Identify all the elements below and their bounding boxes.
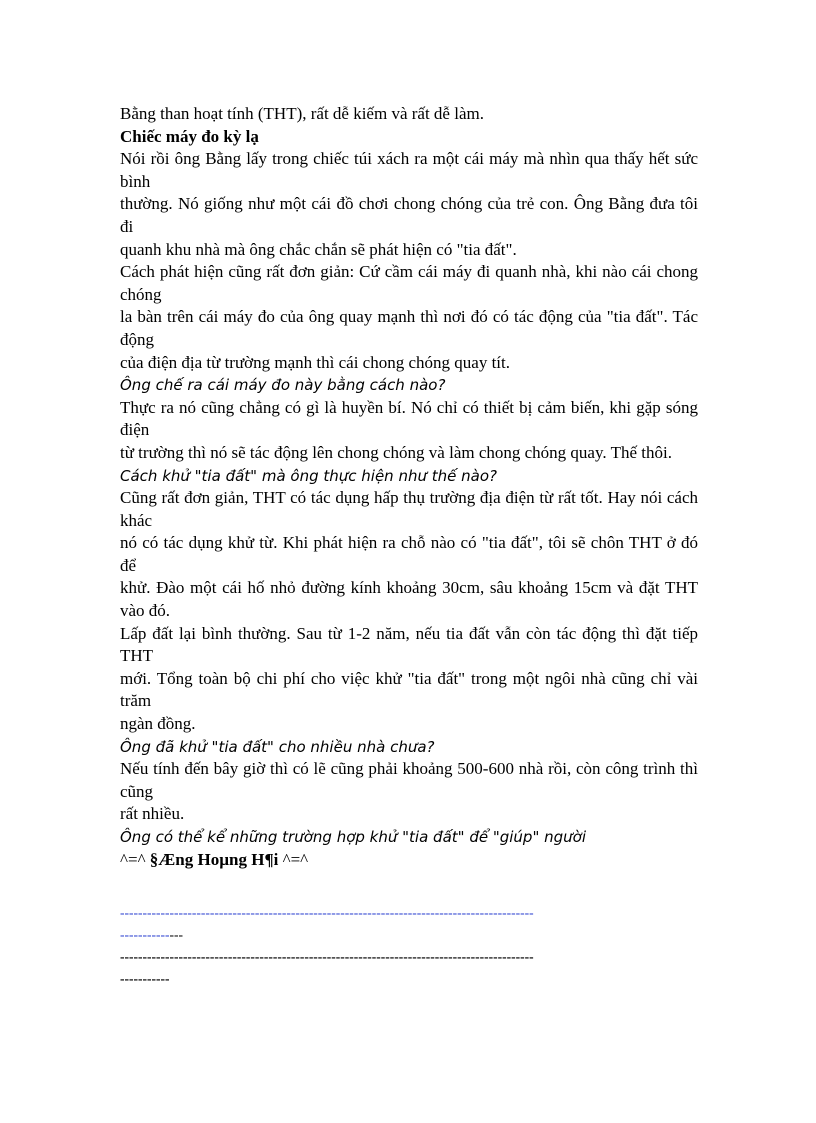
interview-question xyxy=(120,736,698,759)
spacer xyxy=(120,871,698,894)
interview-question xyxy=(120,826,698,849)
text-line: Bằng than hoạt tính (THT), rất dễ kiếm và rất dễ làm. xyxy=(120,104,484,123)
signature-suffix: ^=^ xyxy=(278,849,309,869)
text-line: Nói rồi ông Bằng lấy trong chiếc túi xách ra một cái máy mà nhìn qua thấy hết sức bình xyxy=(120,149,698,191)
blue-separator-end: ----------- xyxy=(120,927,170,943)
text-line: Chiếc máy đo kỳ lạ xyxy=(120,126,259,146)
text-line: mới. Tổng toàn bộ chi phí cho việc khử "tia đất" trong một ngôi nhà cũng chỉ vài trăm xyxy=(120,668,698,711)
body-paragraph xyxy=(120,148,698,374)
signature-line xyxy=(120,849,698,872)
blue-separator-line: -------------------------------------------------------------------------------------------- xyxy=(120,905,534,921)
body-paragraph xyxy=(120,758,698,826)
text-line: khử. Đào một cái hố nhỏ đường kính khoảng 30cm, sâu khoảng 15cm và đặt THT vào đó. xyxy=(120,578,698,621)
spacer xyxy=(120,894,698,902)
text-line: rất nhiều. xyxy=(120,804,185,824)
section-heading xyxy=(120,126,698,149)
text-line: Ông đã khử "tia đất" cho nhiều nhà chưa? xyxy=(120,737,435,756)
document-body xyxy=(120,103,698,849)
separator-tail: --- xyxy=(169,927,183,943)
text-line: Ông chế ra cái máy đo này bằng cách nào? xyxy=(120,376,446,395)
body-paragraph xyxy=(120,487,698,736)
body-paragraph xyxy=(120,103,698,126)
text-line: nó có tác dụng khử từ. Khi phát hiện ra chỗ nào có "tia đất", tôi sẽ chôn THT ở đó để xyxy=(120,533,698,575)
text-line: ngàn đồng. xyxy=(120,714,196,734)
signature-name: §Æng Hoµng H¶i xyxy=(149,849,279,869)
text-line: Cách khử "tia đất" mà ông thực hiện như thế nào? xyxy=(120,466,497,485)
signature-prefix: ^=^ xyxy=(120,849,150,869)
document-page xyxy=(120,103,698,990)
black-separator-line: -------------------------------------------------------------------------------------------- xyxy=(120,949,534,965)
text-line: quanh khu nhà mà ông chắc chắn sẽ phát hiện có "tia đất". xyxy=(120,239,517,259)
black-separator-line-continued: ----------- xyxy=(120,971,170,987)
text-line: của điện địa từ trường mạnh thì cái chong chóng quay tít. xyxy=(120,352,510,372)
text-line: la bàn trên cái máy đo của ông quay mạnh thì nơi đó có tác động của "tia đất". Tác động xyxy=(120,307,698,349)
interview-question xyxy=(120,465,698,488)
text-line: Ông có thể kể những trường hợp khử "tia đất" để "giúp" người xyxy=(120,828,587,846)
text-line: Cũng rất đơn giản, THT có tác dụng hấp thụ trường địa điện từ rất tốt. Hay nói cách khác xyxy=(120,488,698,530)
interview-question xyxy=(120,374,698,397)
text-line: Nếu tính đến bây giờ thì có lẽ cũng phải khoảng 500-600 nhà rồi, còn công trình thì cũng xyxy=(120,759,698,801)
text-line: thường. Nó giống như một cái đồ chơi chong chóng của trẻ con. Ông Bằng đưa tôi đi xyxy=(120,194,698,236)
text-line: Thực ra nó cũng chẳng có gì là huyền bí. Nó chỉ có thiết bị cảm biến, khi gặp sóng điện xyxy=(120,397,698,440)
blue-separator-line-continued xyxy=(120,924,698,946)
text-line: Lấp đất lại bình thường. Sau từ 1-2 năm, nếu tia đất vẫn còn tác động thì đặt tiếp THT xyxy=(120,623,698,666)
text-line: Cách phát hiện cũng rất đơn giản: Cứ cầm cái máy đi quanh nhà, khi nào cái chong chóng xyxy=(120,262,698,304)
text-line: từ trường thì nó sẽ tác động lên chong chóng và làm chong chóng quay. Thế thôi. xyxy=(120,442,672,462)
body-paragraph xyxy=(120,397,698,465)
